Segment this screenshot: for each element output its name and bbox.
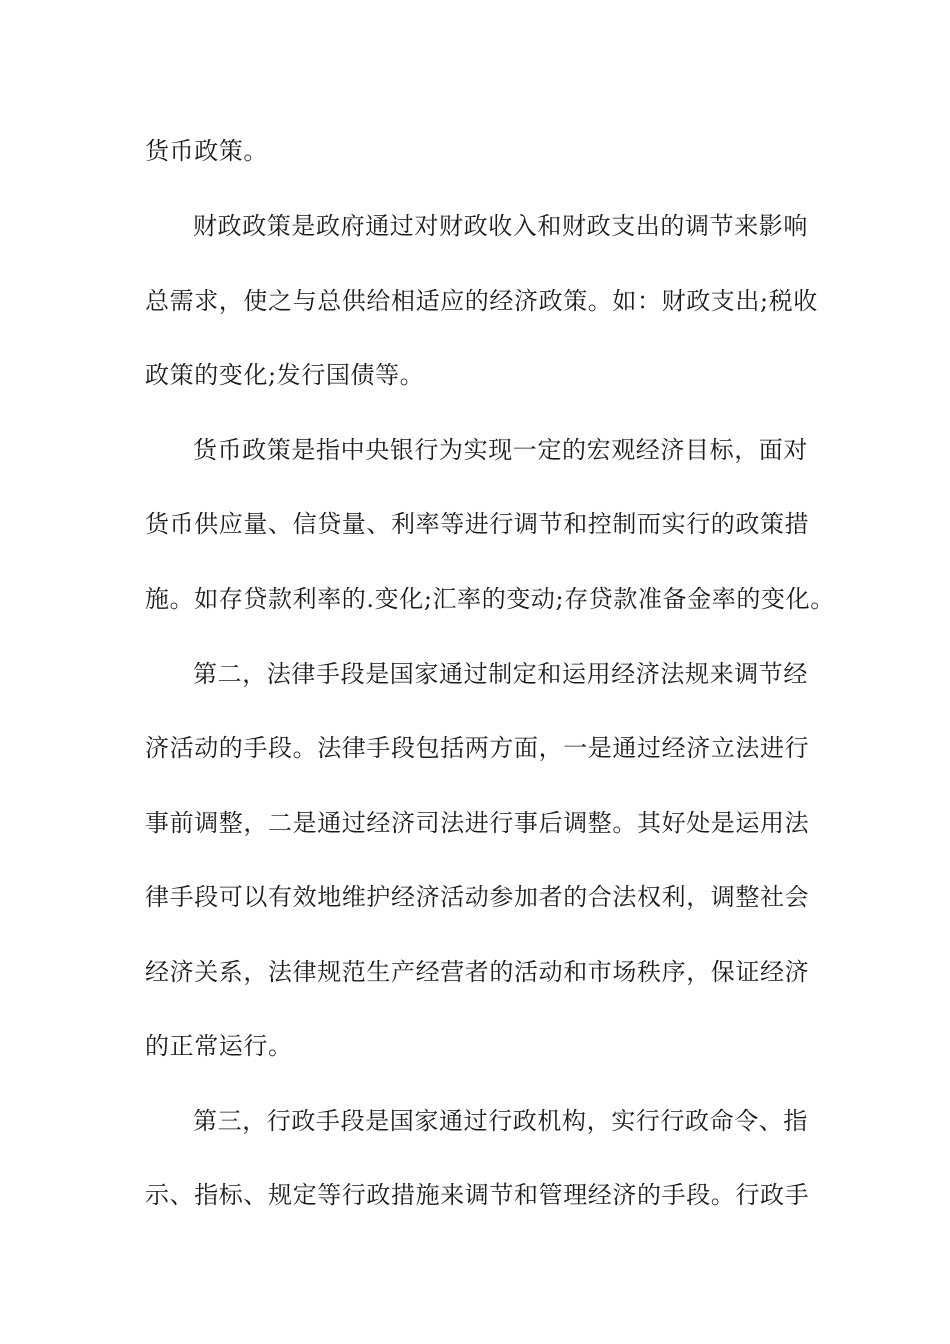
text-line: 总需求，使之与总供给相适应的经济政策。如：财政支出;税收 <box>145 287 818 315</box>
text-line: 货币政策。 <box>145 137 268 165</box>
paragraph-start-line: 第二，法律手段是国家通过制定和运用经济法规来调节经 <box>193 660 808 688</box>
paragraph-start-line: 货币政策是指中央银行为实现一定的宏观经济目标，面对 <box>193 436 808 464</box>
text-line: 货币供应量、信贷量、利率等进行调节和控制而实行的政策措 <box>145 510 810 538</box>
text-line: 的正常运行。 <box>145 1032 293 1060</box>
text-line: 事前调整，二是通过经济司法进行事后调整。其好处是运用法 <box>145 809 810 837</box>
text-line: 济活动的手段。法律手段包括两方面，一是通过经济立法进行 <box>145 734 810 762</box>
text-line: 经济关系，法律规范生产经营者的活动和市场秩序，保证经济 <box>145 958 810 986</box>
text-line: 施。如存贷款利率的.变化;汇率的变动;存贷款准备金率的变化。 <box>145 585 835 613</box>
text-line: 律手段可以有效地维护经济活动参加者的合法权利，调整社会 <box>145 883 810 911</box>
text-line: 政策的变化;发行国债等。 <box>145 361 425 389</box>
paragraph-start-line: 第三，行政手段是国家通过行政机构，实行行政命令、指 <box>193 1107 808 1135</box>
paragraph-start-line: 财政政策是政府通过对财政收入和财政支出的调节来影响 <box>193 212 808 240</box>
text-line: 示、指标、规定等行政措施来调节和管理经济的手段。行政手 <box>145 1181 810 1209</box>
